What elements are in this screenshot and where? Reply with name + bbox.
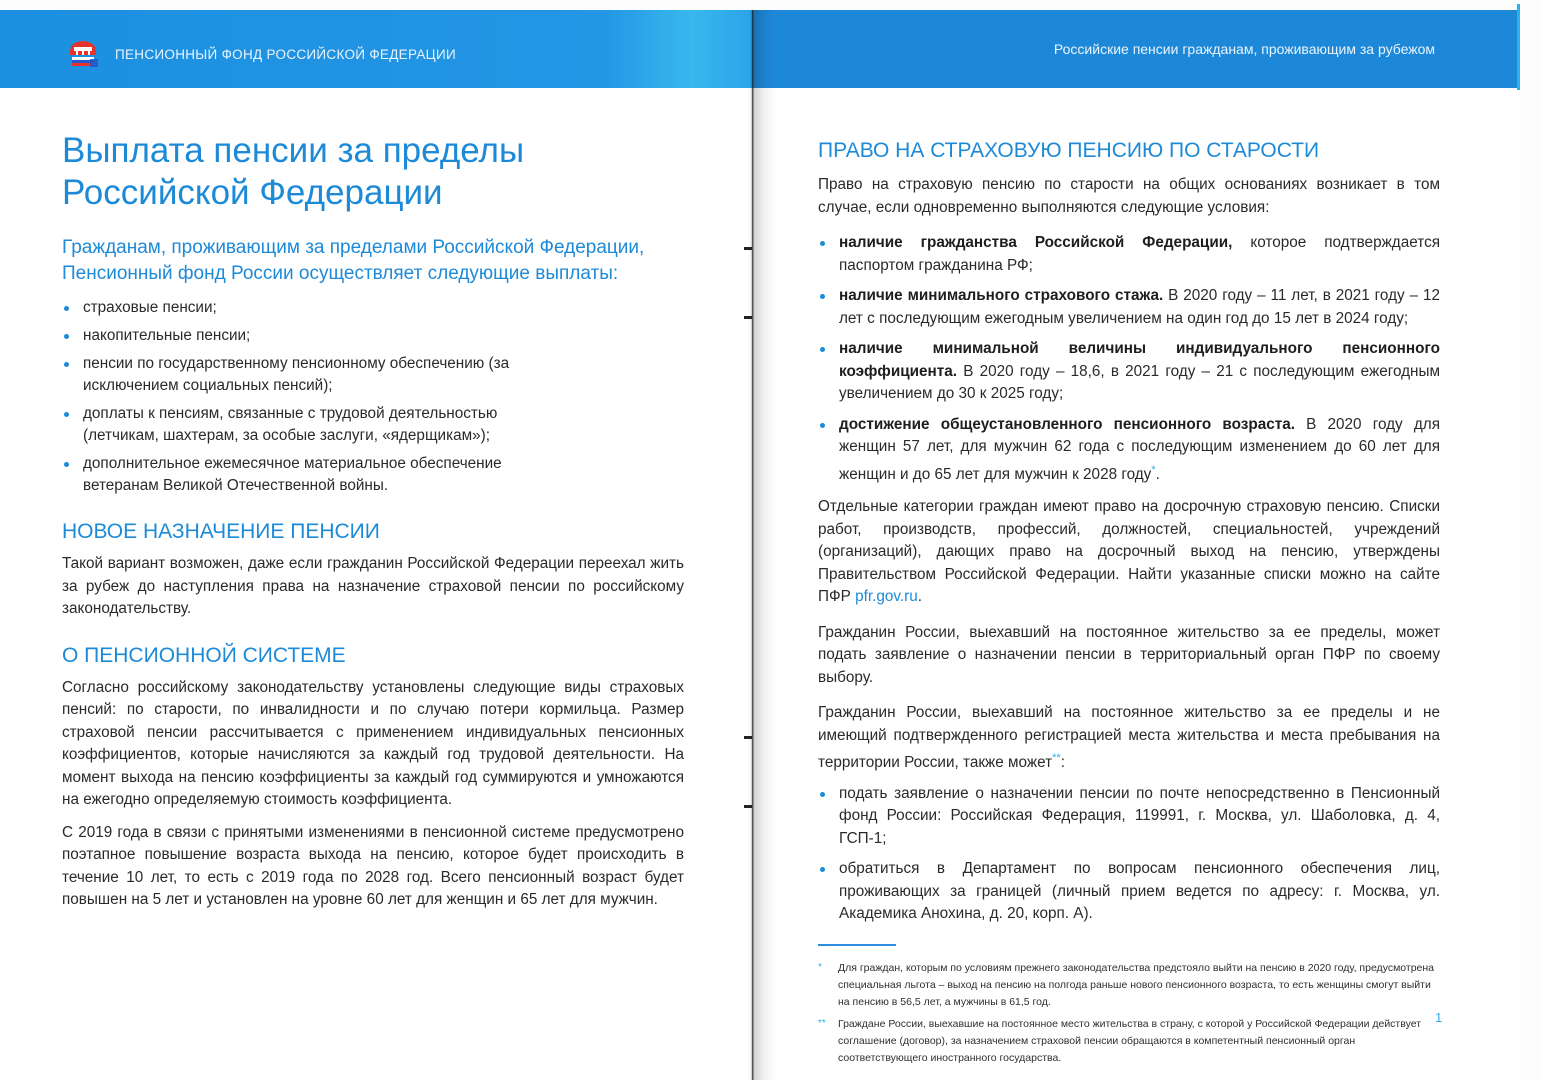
lead-line-2: Пенсионный фонд России осуществляет следующие выплаты: bbox=[62, 263, 619, 284]
early-pension-body: Отдельные категории граждан имеют право на досрочную страховую пенсию. Списки работ, производств, профессий, должностей, специальностей, учреждений (организаций), дающих право на досрочный выход на пенсию, утверждены Правительством Российской Федерации. Найти указанные списки можно на сайте ПФР bbox=[818, 498, 1440, 606]
footnote-divider bbox=[818, 944, 896, 946]
left-page bbox=[0, 10, 752, 1080]
staple bbox=[744, 736, 752, 739]
pension-system-paragraph-1: Согласно российскому законодательству установлены следующие виды страховых пенсий: по старости, по инвалидности и по случаю потери кормильца. Размер страховой пенсии рассчитывается с применением индивидуальных пенсионных коэффициентов, которые начисляются за каждый год трудовой деятельности. На момент выхода на пенсию коэффициенты за каждый год суммируются и умножаются на ежегодно определяемую стоимость коэффициента. bbox=[62, 678, 684, 808]
pension-system-paragraph-2: С 2019 года в связи с принятыми изменениями в пенсионной системе предусмотрено поэтапное повышение возраста выхода на пенсию, которое будет происходить в течение 10 лет, то есть с 2019 года по 2028 год. Всего пенсионный возраст будет повышен на 5 лет и установлен на уровне 60 лет для женщин и 65 лет для мужчин. bbox=[62, 823, 684, 908]
punctuation: . bbox=[1155, 465, 1160, 483]
condition-text: В 2020 году – 18,6, в 2021 году – 21 с последующим ежегодным увеличением до 30 к 2025 году; bbox=[839, 362, 1440, 402]
condition-text: В 2020 году для женщин 57 лет, для мужчин 62 года с последующим изменением до 60 лет для женщин и до 65 лет для мужчин к 2028 году bbox=[839, 415, 1440, 483]
footnote-text: Граждане России, выехавшие на постоянное место жительства в страну, с которой у Российской Федерации действует соглашение (договор), за назначением страховой пенсии обращаются в компетентный пенсионный орган соответствующего иностранного государства. bbox=[838, 1017, 1422, 1064]
list-item: обратиться в Департамент по вопросам пенсионного обеспечения лиц, проживающих за границей (личный прием ведется по адресу: г. Москва, ул. Академика Анохина, д. 20, корп. А). bbox=[818, 858, 1440, 926]
org-brand bbox=[66, 38, 456, 70]
punctuation: : bbox=[1060, 754, 1065, 772]
list-item: дополнительное ежемесячное материальное обеспечение ветеранам Великой Отечественной войны. bbox=[62, 453, 532, 497]
page-number: 1 bbox=[1435, 1010, 1443, 1025]
band-edge bbox=[1517, 4, 1520, 90]
footnote-reference[interactable]: * bbox=[1151, 463, 1156, 476]
binding-gutter bbox=[748, 10, 776, 1080]
condition-text: В 2020 году – 11 лет, в 2021 году – 12 лет с последующим ежегодным увеличением на один год до 15 лет в 2024 году; bbox=[839, 287, 1440, 327]
condition-bold: наличие гражданства Российской Федерации, bbox=[839, 234, 1233, 251]
conditions-intro: Право на страховую пенсию по старости на общих основаниях возникает в том случае, если одновременно выполняются следующие условия: bbox=[818, 176, 1440, 216]
staple bbox=[744, 316, 752, 319]
punctuation: . bbox=[917, 588, 922, 606]
list-item bbox=[818, 232, 1440, 277]
footnote-reference[interactable]: ** bbox=[1052, 752, 1061, 765]
title-line-1: Выплата пенсии за пределы bbox=[62, 131, 525, 170]
staple bbox=[744, 805, 752, 808]
pfr-logo-icon bbox=[66, 38, 100, 70]
early-pension-text bbox=[818, 496, 1440, 609]
list-item: доплаты к пенсиям, связанные с трудовой деятельностью (летчикам, шахтерам, за особые заслуги, «ядерщикам»); bbox=[62, 403, 532, 447]
condition-text: которое подтверждается паспортом гражданина РФ; bbox=[839, 234, 1441, 274]
footnote bbox=[818, 1016, 1440, 1067]
condition-bold: достижение общеустановленного пенсионного возраста. bbox=[839, 415, 1295, 433]
new-pension-text: Такой вариант возможен, даже если гражданин Российской Федерации переехал жить за рубеж до наступления права на назначение страховой пенсии по российскому законодательству. bbox=[62, 555, 684, 617]
right-column bbox=[818, 128, 1443, 1072]
options-list bbox=[818, 783, 1440, 926]
org-name: ПЕНСИОННЫЙ ФОНД РОССИЙСКОЙ ФЕДЕРАЦИИ bbox=[115, 46, 456, 62]
section-heading-old-age-right: ПРАВО НА СТРАХОВУЮ ПЕНСИЮ ПО СТАРОСТИ bbox=[818, 139, 1320, 162]
list-item: подать заявление о назначении пенсии по почте непосредственно в Пенсионный фонд России: Российская Федерация, 119991, г. Москва, ул. Шаболовка, д. 4, ГСП-1; bbox=[818, 783, 1440, 851]
title-line-2: Российской Федерации bbox=[62, 173, 443, 212]
staple bbox=[744, 247, 752, 250]
pfr-site-link[interactable]: pfr.gov.ru bbox=[855, 588, 918, 606]
right-page bbox=[752, 10, 1519, 1080]
section-heading-new-pension: НОВОЕ НАЗНАЧЕНИЕ ПЕНСИИ bbox=[62, 520, 380, 543]
condition-bold: наличие минимальной величины индивидуального пенсионного коэффициента. bbox=[839, 340, 1440, 380]
footnote-mark: ** bbox=[818, 1017, 826, 1029]
list-item: страховые пенсии; bbox=[62, 297, 684, 319]
list-item bbox=[818, 414, 1440, 487]
list-item: накопительные пенсии; bbox=[62, 325, 684, 347]
lead-text bbox=[62, 235, 684, 287]
payments-list bbox=[62, 297, 684, 497]
lead-line-1: Гражданам, проживающим за пределами Российской Федерации, bbox=[62, 237, 645, 258]
apply-territorial-text: Гражданин России, выехавший на постоянное жительство за ее пределы, может подать заявление о назначении пенсии в территориальный орган ПФР по своему выбору. bbox=[818, 623, 1440, 686]
list-item bbox=[818, 285, 1440, 330]
no-registration-text bbox=[818, 702, 1440, 775]
condition-bold: наличие минимального страхового стажа. bbox=[839, 287, 1164, 304]
list-item bbox=[818, 338, 1440, 406]
conditions-list bbox=[818, 232, 1440, 486]
list-item: пенсии по государственному пенсионному обеспечению (за исключением социальных пенсий); bbox=[62, 353, 532, 397]
no-registration-body: Гражданин России, выехавший на постоянное жительство за ее пределы и не имеющий подтвержденного регистрацией места жительства и места пребывания на территории России, также может bbox=[818, 704, 1440, 772]
footnote-text: Для граждан, которым по условиям прежнего законодательства предстояло выйти на пенсию в 2020 году, предусмотрена специальная льгота – выход на пенсию на полгода раньше нового пенсионного возраста, то есть женщины смогут выйти на пенсию в 56,5 лет, а мужчины в 61,5 год. bbox=[838, 961, 1435, 1008]
left-column bbox=[62, 130, 684, 922]
page-title bbox=[62, 130, 684, 214]
running-title: Российские пенсии гражданам, проживающим за рубежом bbox=[1053, 41, 1435, 57]
section-heading-pension-system: О ПЕНСИОННОЙ СИСТЕМЕ bbox=[62, 643, 346, 667]
footnote-mark: * bbox=[818, 961, 822, 973]
footnote bbox=[818, 960, 1440, 1011]
